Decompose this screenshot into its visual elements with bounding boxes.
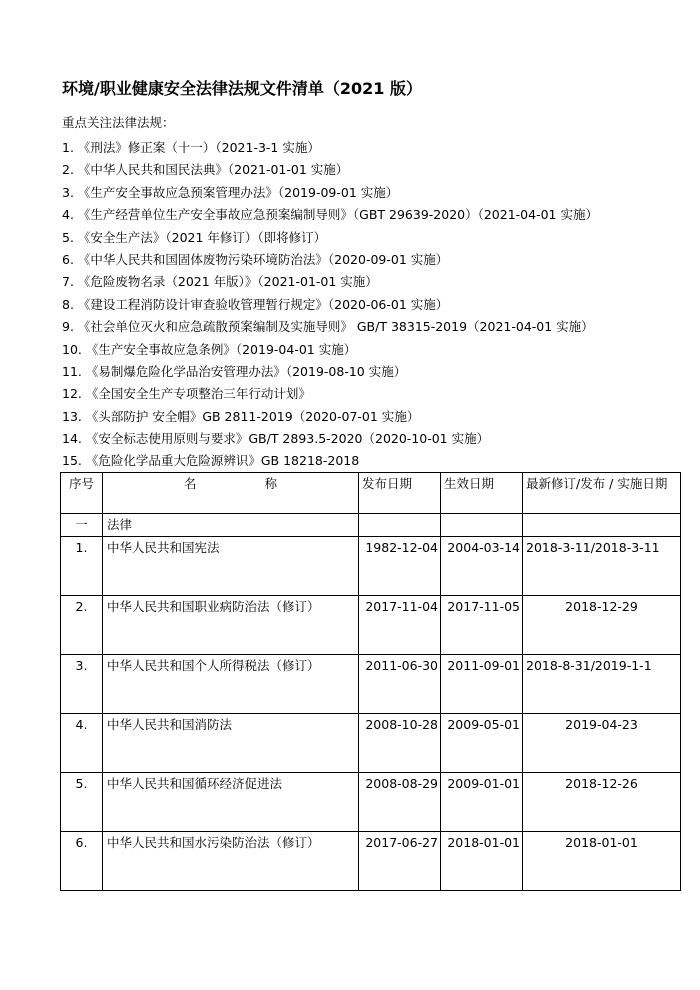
row-no: 6. <box>61 832 103 891</box>
focus-item: 10. 《生产安全事故应急条例》（2019-04-01 实施） <box>62 341 357 357</box>
section-empty <box>359 514 441 537</box>
row-no: 2. <box>61 596 103 655</box>
row-revised: 2018-3-11/2018-3-11 <box>523 537 681 596</box>
row-no: 1. <box>61 537 103 596</box>
table-row <box>61 655 681 714</box>
header-name-right: 称 <box>264 476 278 491</box>
focus-item: 6. 《中华人民共和国固体废物污染环境防治法》（2020-09-01 实施） <box>62 251 449 267</box>
section-no: 一 <box>61 514 103 537</box>
focus-item: 3. 《生产安全事故应急预案管理办法》（2019-09-01 实施） <box>62 184 399 200</box>
table-row <box>61 714 681 773</box>
row-published: 2008-08-29 <box>359 773 441 832</box>
focus-item: 11. 《易制爆危险化学品治安管理办法》（2019-08-10 实施） <box>62 363 407 379</box>
section-empty <box>523 514 681 537</box>
table-row <box>61 832 681 891</box>
row-name: 中华人民共和国宪法 <box>103 537 359 596</box>
row-published: 2017-11-04 <box>359 596 441 655</box>
row-revised: 2018-12-29 <box>523 596 681 655</box>
row-published: 2011-06-30 <box>359 655 441 714</box>
focus-item: 12. 《全国安全生产专项整治三年行动计划》 <box>62 386 311 402</box>
row-name: 中华人民共和国水污染防治法（修订） <box>103 832 359 891</box>
row-no: 3. <box>61 655 103 714</box>
row-effective: 2018-01-01 <box>441 832 523 891</box>
row-no: 4. <box>61 714 103 773</box>
focus-law-list <box>62 137 598 473</box>
law-table <box>60 472 681 891</box>
row-no: 5. <box>61 773 103 832</box>
row-effective: 2011-09-01 <box>441 655 523 714</box>
focus-item: 1. 《刑法》修正案（十一）（2021-3-1 实施） <box>62 140 320 155</box>
intro-text: 重点关注法律法规： <box>62 115 175 130</box>
row-published: 1982-12-04 <box>359 537 441 596</box>
row-effective: 2009-05-01 <box>441 714 523 773</box>
focus-item: 15. 《危险化学品重大危险源辨识》GB 18218-2018 <box>62 453 360 469</box>
table-row <box>61 596 681 655</box>
table-row <box>61 773 681 832</box>
table-header-row <box>61 473 681 514</box>
focus-item: 5. 《安全生产法》（2021 年修订）（即将修订） <box>62 229 327 245</box>
header-revised: 最新修订/发布 / 实施日期 <box>523 473 681 514</box>
row-revised: 2018-12-26 <box>523 773 681 832</box>
row-effective: 2009-01-01 <box>441 773 523 832</box>
row-published: 2008-10-28 <box>359 714 441 773</box>
row-published: 2017-06-27 <box>359 832 441 891</box>
section-row <box>61 514 681 537</box>
focus-item: 4. 《生产经营单位生产安全事故应急预案编制导则》（GBT 29639-2020）（2021-04-01 实施） <box>62 207 598 223</box>
row-revised: 2018-8-31/2019-1-1 <box>523 655 681 714</box>
focus-item: 2. 《中华人民共和国民法典》（2021-01-01 实施） <box>62 162 349 178</box>
focus-item: 9. 《社会单位灭火和应急疏散预案编制及实施导则》 GB/T 38315-2019（2021-04-01 实施） <box>62 319 594 335</box>
header-no: 序号 <box>61 473 103 514</box>
law-table-container <box>60 472 668 897</box>
section-name: 法律 <box>103 514 359 537</box>
row-effective: 2017-11-05 <box>441 596 523 655</box>
row-name: 中华人民共和国职业病防治法（修订） <box>103 596 359 655</box>
header-name <box>103 473 359 514</box>
row-name: 中华人民共和国循环经济促进法 <box>103 773 359 832</box>
row-effective: 2004-03-14 <box>441 537 523 596</box>
header-published: 发布日期 <box>359 473 441 514</box>
header-name-left: 名 <box>183 476 197 491</box>
row-name: 中华人民共和国个人所得税法（修订） <box>103 655 359 714</box>
focus-item: 13. 《头部防护 安全帽》GB 2811-2019（2020-07-01 实施） <box>62 408 420 424</box>
row-revised: 2019-04-23 <box>523 714 681 773</box>
row-revised: 2018-01-01 <box>523 832 681 891</box>
header-effective: 生效日期 <box>441 473 523 514</box>
focus-item: 8. 《建设工程消防设计审查验收管理暂行规定》（2020-06-01 实施） <box>62 296 449 312</box>
focus-item: 14. 《安全标志使用原则与要求》GB/T 2893.5-2020（2020-10-01 实施） <box>62 431 490 447</box>
document-title: 环境/职业健康安全法律法规文件清单（2021 版） <box>62 79 422 98</box>
row-name: 中华人民共和国消防法 <box>103 714 359 773</box>
focus-item: 7. 《危险废物名录（2021 年版）》（2021-01-01 实施） <box>62 274 378 290</box>
table-row <box>61 537 681 596</box>
section-empty <box>441 514 523 537</box>
